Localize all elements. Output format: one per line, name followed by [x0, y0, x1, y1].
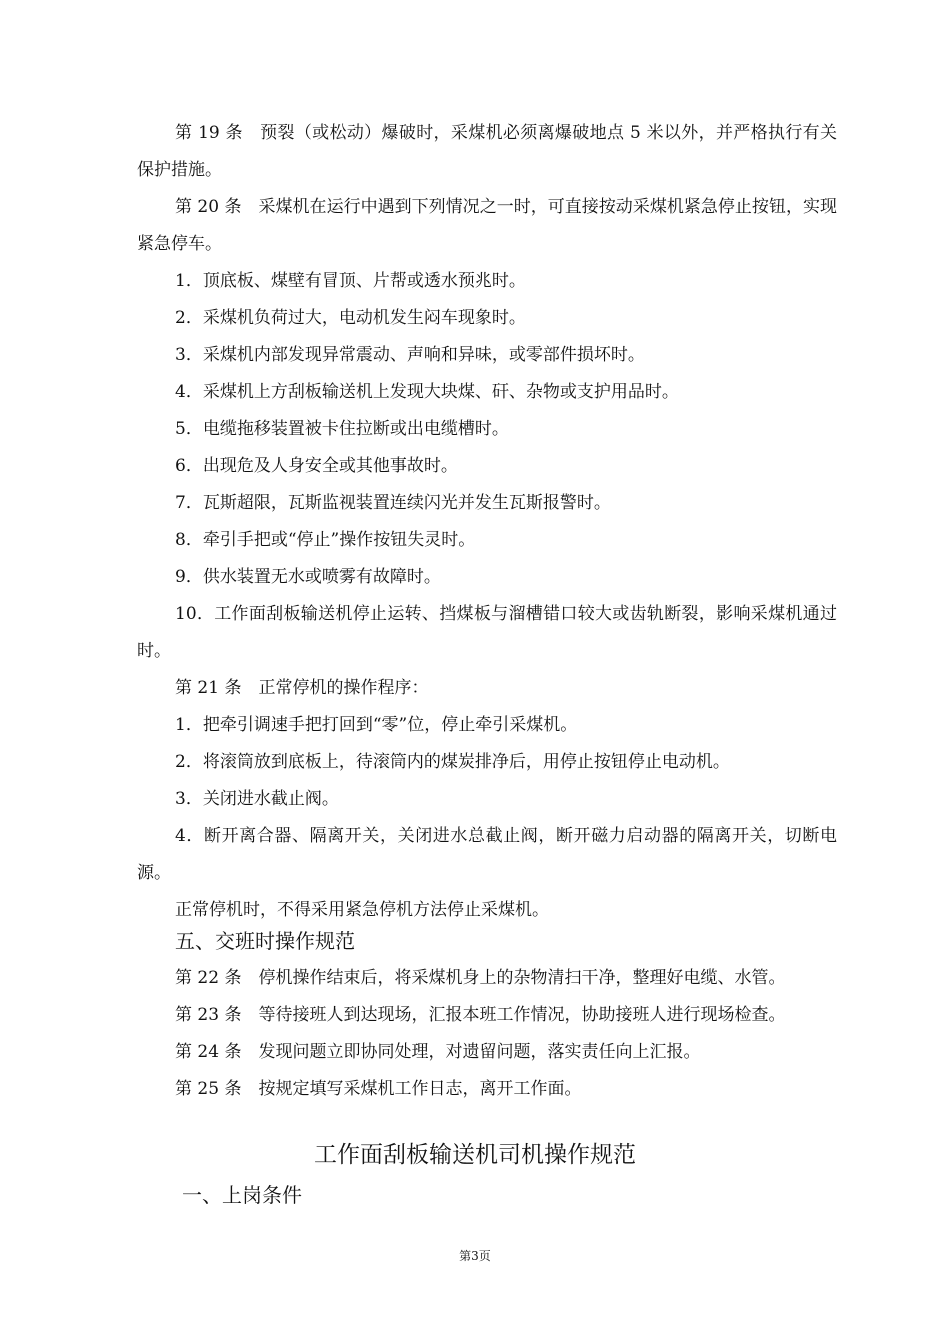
list-item: 4．断开离合器、隔离开关，关闭进水总截止阀，断开磁力启动器的隔离开关，切断电源。 [137, 826, 837, 883]
list-item: 3．关闭进水截止阀。 [175, 789, 339, 809]
article-25: 第 25 条 按规定填写采煤机工作日志，离开工作面。 [175, 1079, 582, 1099]
article-19: 第 19 条 预裂（或松动）爆破时，采煤机必须离爆破地点 5 米以外，并严格执行有关保护措施。 [137, 123, 837, 180]
page-title: 工作面刮板输送机司机操作规范 [314, 1142, 636, 1168]
list-item: 4．采煤机上方刮板输送机上发现大块煤、矸、杂物或支护用品时。 [175, 382, 679, 402]
section-heading: 五、交班时操作规范 [175, 929, 355, 953]
list-item: 9．供水装置无水或喷雾有故障时。 [175, 567, 441, 587]
article-22: 第 22 条 停机操作结束后，将采煤机身上的杂物清扫干净，整理好电缆、水管。 [175, 968, 786, 988]
note-paragraph: 正常停机时，不得采用紧急停机方法停止采煤机。 [175, 900, 549, 920]
list-item: 1．把牵引调速手把打回到“零”位，停止牵引采煤机。 [175, 715, 578, 735]
article-24: 第 24 条 发现问题立即协同处理，对遗留问题，落实责任向上汇报。 [175, 1042, 701, 1062]
list-item: 8．牵引手把或“停止”操作按钮失灵时。 [175, 530, 476, 550]
list-item: 5．电缆拖移装置被卡住拉断或出电缆槽时。 [175, 419, 509, 439]
list-item: 2．采煤机负荷过大，电动机发生闷车现象时。 [175, 308, 526, 328]
list-item: 7．瓦斯超限，瓦斯监视装置连续闪光并发生瓦斯报警时。 [175, 493, 611, 513]
list-item: 1．顶底板、煤壁有冒顶、片帮或透水预兆时。 [175, 271, 526, 291]
list-item: 2．将滚筒放到底板上，待滚筒内的煤炭排净后，用停止按钮停止电动机。 [175, 752, 730, 772]
list-item: 6．出现危及人身安全或其他事故时。 [175, 456, 458, 476]
page-number: 第3页 [459, 1249, 491, 1263]
article-23: 第 23 条 等待接班人到达现场，汇报本班工作情况，协助接班人进行现场检查。 [175, 1005, 786, 1025]
article-20: 第 20 条 采煤机在运行中遇到下列情况之一时，可直接按动采煤机紧急停止按钮，实现紧急停车。 [137, 197, 837, 254]
list-item: 3．采煤机内部发现异常震动、声响和异味，或零部件损坏时。 [175, 345, 645, 365]
article-21: 第 21 条 正常停机的操作程序： [175, 678, 429, 698]
section-subheading: 一、上岗条件 [182, 1183, 302, 1207]
list-item: 10．工作面刮板输送机停止运转、挡煤板与溜槽错口较大或齿轨断裂，影响采煤机通过时。 [137, 604, 837, 661]
